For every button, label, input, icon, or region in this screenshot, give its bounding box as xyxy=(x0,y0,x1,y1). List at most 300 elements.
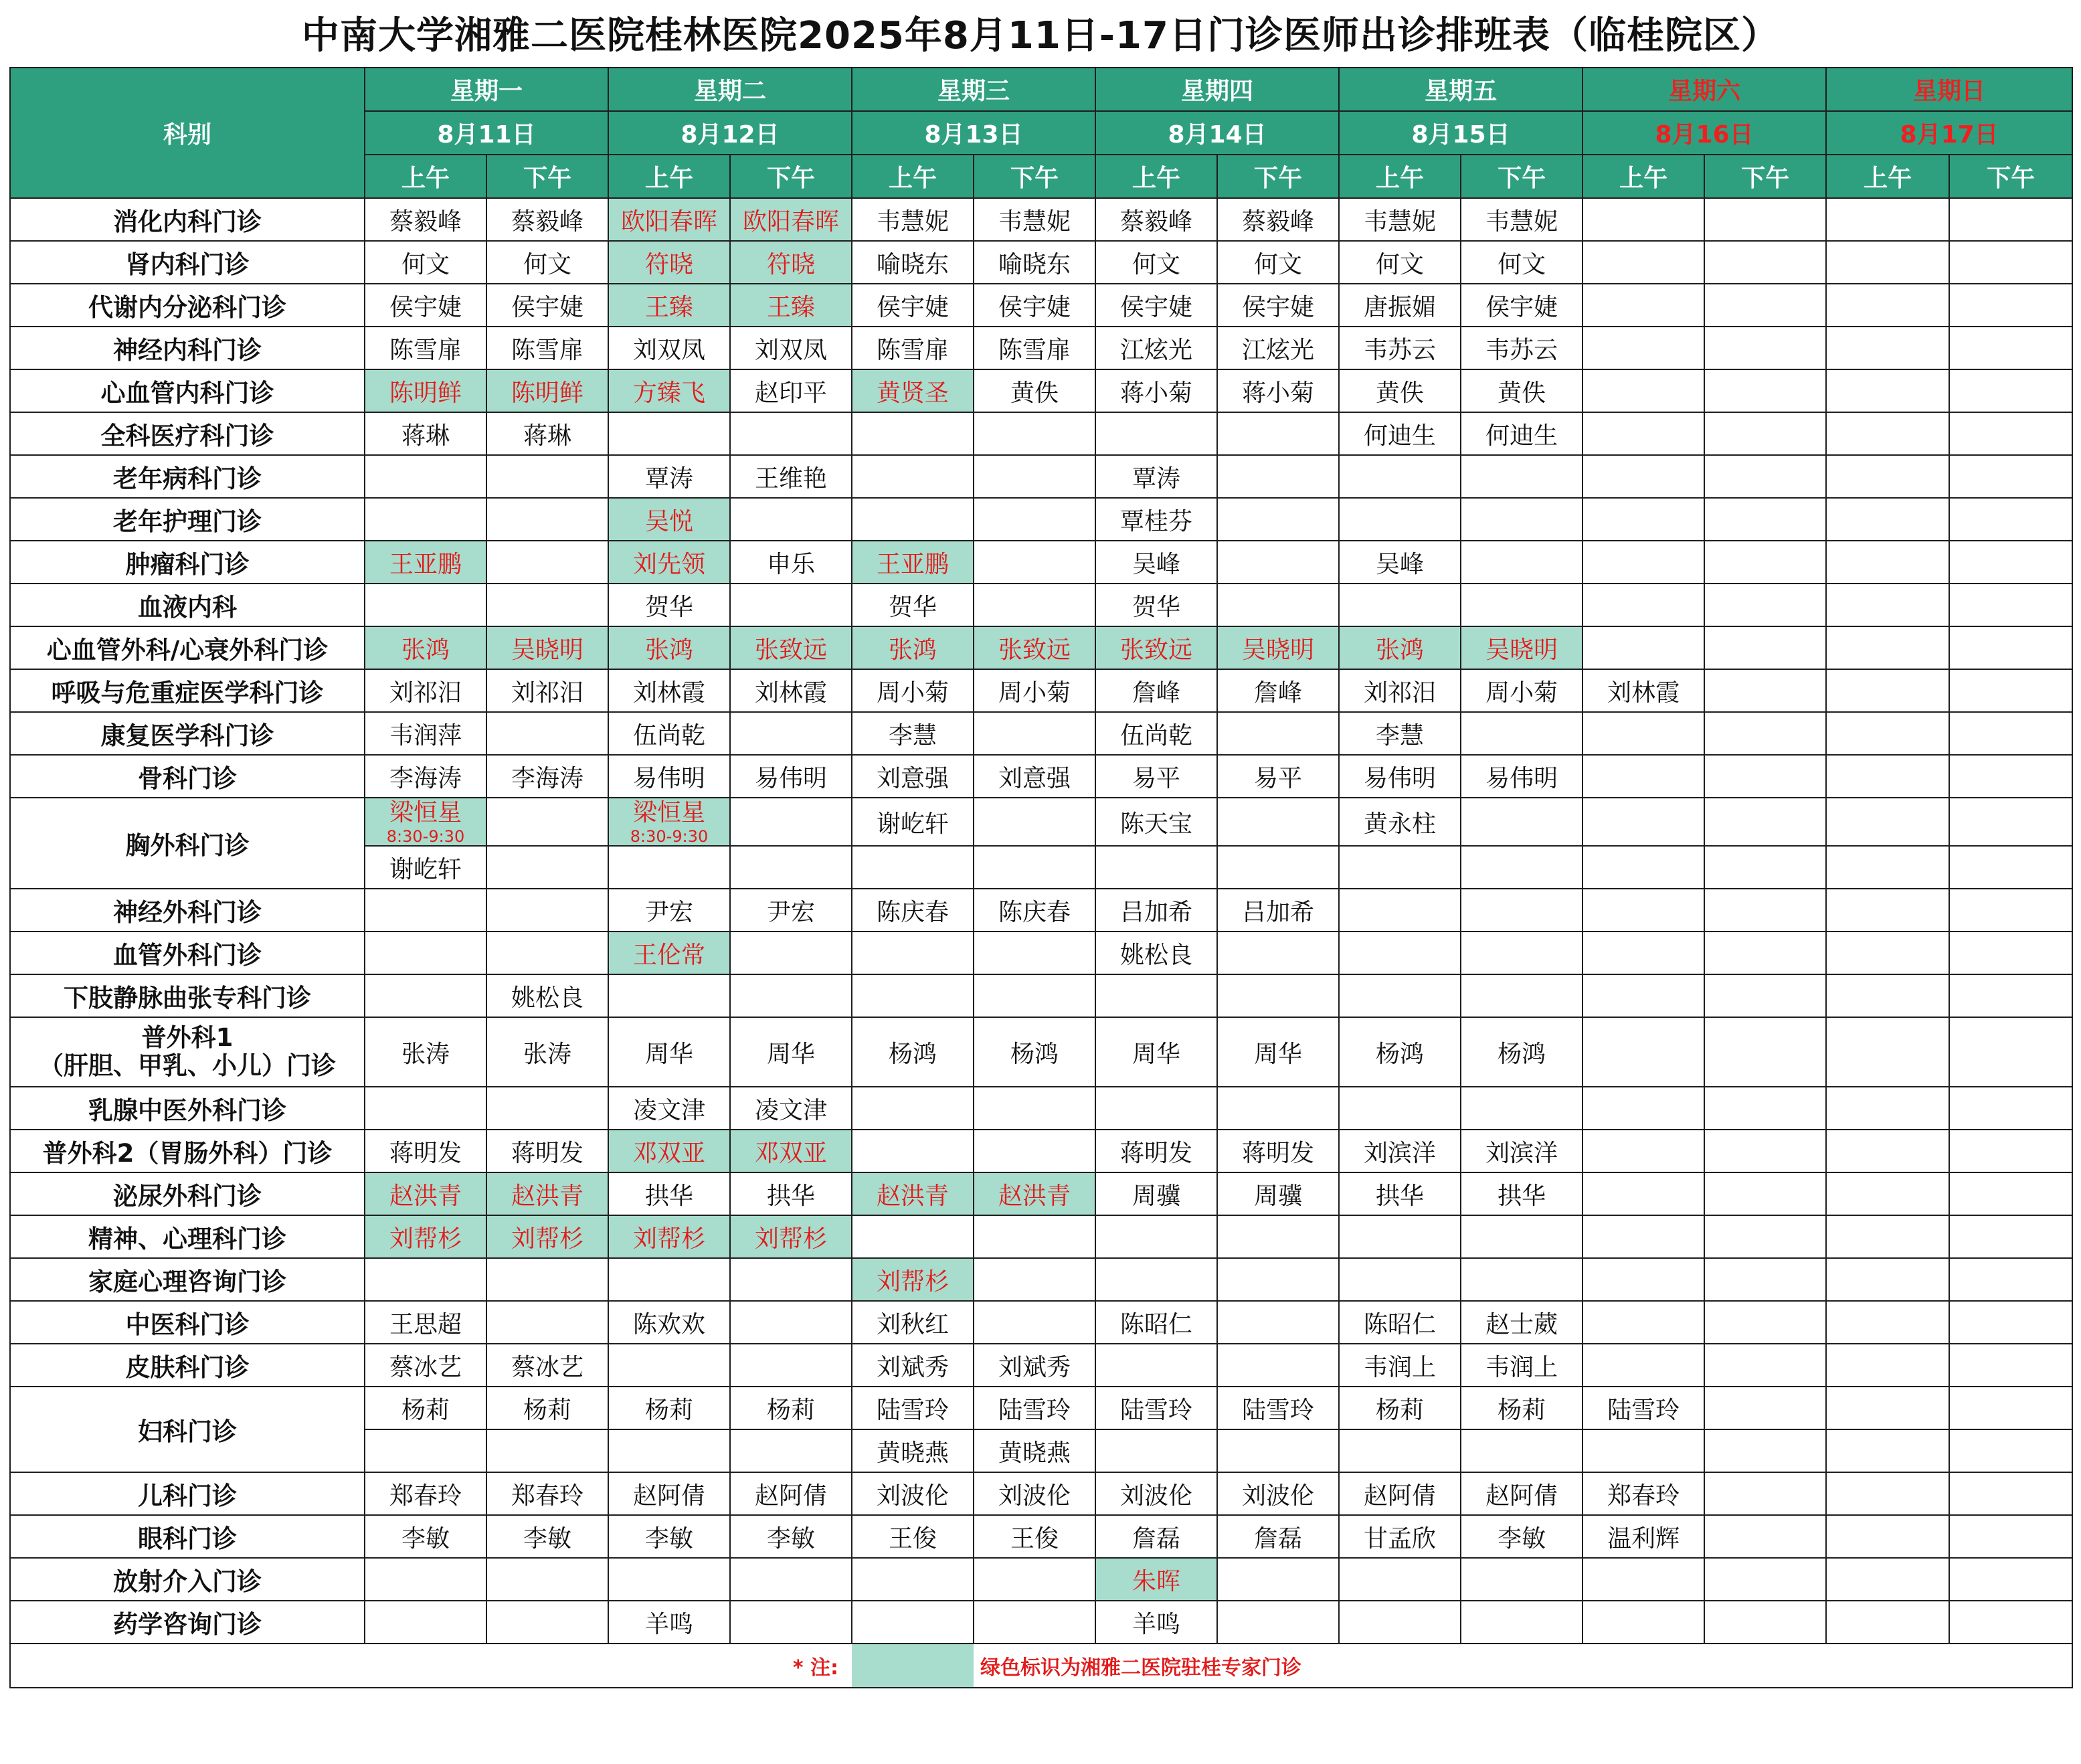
doctor-cell: 刘意强 xyxy=(974,755,1095,798)
date-header: 8月16日 xyxy=(1582,111,1826,155)
doctor-cell: 王俊 xyxy=(852,1515,974,1558)
doctor-cell: 邓双亚 xyxy=(608,1130,730,1172)
doctor-cell: 欧阳春晖 xyxy=(730,198,852,241)
schedule-row xyxy=(10,498,2072,541)
doctor-cell: 蒋明发 xyxy=(365,1130,486,1172)
clinic-time: 8:30-9:30 xyxy=(386,827,465,846)
dept-name: 泌尿外科门诊 xyxy=(10,1172,365,1215)
doctor-cell: 拱华 xyxy=(730,1172,852,1215)
doctor-cell: 韦慧妮 xyxy=(1461,198,1582,241)
doctor-cell xyxy=(974,1258,1095,1301)
doctor-cell xyxy=(1339,584,1461,626)
doctor-cell xyxy=(486,498,608,541)
doctor-cell: 刘帮杉 xyxy=(608,1215,730,1258)
doctor-cell xyxy=(1461,798,1582,846)
doctor-cell xyxy=(1949,932,2072,974)
doctor-cell xyxy=(1826,932,1949,974)
pm-header: 下午 xyxy=(1949,155,2072,198)
doctor-cell xyxy=(730,932,852,974)
doctor-cell xyxy=(974,1087,1095,1130)
doctor-cell: 刘波伦 xyxy=(974,1472,1095,1515)
doctor-cell xyxy=(1339,1215,1461,1258)
doctor-cell xyxy=(1217,1429,1339,1472)
doctor-cell xyxy=(365,932,486,974)
doctor-cell: 吕加希 xyxy=(1095,889,1217,932)
pm-header: 下午 xyxy=(730,155,852,198)
doctor-cell xyxy=(1949,1301,2072,1344)
doctor-cell xyxy=(1826,712,1949,755)
doctor-cell xyxy=(1095,846,1217,889)
doctor-cell xyxy=(1826,1301,1949,1344)
doctor-cell: 贺华 xyxy=(608,584,730,626)
doctor-cell xyxy=(1217,541,1339,584)
doctor-cell xyxy=(1095,1429,1217,1472)
doctor-cell: 羊鸣 xyxy=(608,1601,730,1644)
doctor-cell: 张涛 xyxy=(365,1017,486,1087)
doctor-cell: 拱华 xyxy=(608,1172,730,1215)
doctor-cell xyxy=(730,412,852,455)
doctor-cell xyxy=(365,1087,486,1130)
doctor-cell xyxy=(1582,1258,1704,1301)
doctor-cell: 黄佚 xyxy=(974,369,1095,412)
dept-name: 家庭心理咨询门诊 xyxy=(10,1258,365,1301)
doctor-cell xyxy=(1582,198,1704,241)
doctor-cell xyxy=(1704,498,1826,541)
doctor-cell xyxy=(1826,1601,1949,1644)
schedule-row xyxy=(10,455,2072,498)
doctor-cell: 赵洪青 xyxy=(365,1172,486,1215)
doctor-cell xyxy=(1949,1558,2072,1601)
dept-name-line: （肝胆、甲乳、小儿）门诊 xyxy=(39,1051,336,1080)
doctor-cell xyxy=(1704,1130,1826,1172)
doctor-cell xyxy=(1582,889,1704,932)
doctor-cell: 张鸿 xyxy=(365,626,486,669)
doctor-cell xyxy=(1704,327,1826,369)
doctor-cell xyxy=(730,584,852,626)
doctor-cell: 王臻 xyxy=(608,284,730,327)
dept-name: 儿科门诊 xyxy=(10,1472,365,1515)
doctor-cell xyxy=(974,1130,1095,1172)
doctor-cell xyxy=(1461,1215,1582,1258)
date-header: 8月11日 xyxy=(365,111,608,155)
doctor-cell: 黄永柱 xyxy=(1339,798,1461,846)
doctor-cell xyxy=(365,1258,486,1301)
doctor-cell xyxy=(1826,974,1949,1017)
schedule-row xyxy=(10,1472,2072,1515)
doctor-cell: 刘帮杉 xyxy=(486,1215,608,1258)
doctor-cell xyxy=(1095,1087,1217,1130)
dept-name: 呼吸与危重症医学科门诊 xyxy=(10,669,365,712)
doctor-cell xyxy=(608,412,730,455)
doctor-cell: 韦润萍 xyxy=(365,712,486,755)
doctor-cell xyxy=(1949,284,2072,327)
doctor-cell: 刘滨洋 xyxy=(1461,1130,1582,1172)
doctor-cell xyxy=(1949,1515,2072,1558)
schedule-row xyxy=(10,932,2072,974)
dept-name: 下肢静脉曲张专科门诊 xyxy=(10,974,365,1017)
doctor-cell: 方臻飞 xyxy=(608,369,730,412)
schedule-row xyxy=(10,798,2072,846)
doctor-cell xyxy=(730,798,852,846)
doctor-cell xyxy=(1461,1087,1582,1130)
doctor-cell: 吴峰 xyxy=(1095,541,1217,584)
weekday-header: 星期二 xyxy=(608,68,852,111)
doctor-cell xyxy=(1826,1258,1949,1301)
dept-name: 血管外科门诊 xyxy=(10,932,365,974)
doctor-cell: 陈明鲜 xyxy=(365,369,486,412)
doctor-cell: 符晓 xyxy=(730,241,852,284)
doctor-cell: 蔡毅峰 xyxy=(1217,198,1339,241)
doctor-cell xyxy=(852,1087,974,1130)
doctor-cell xyxy=(1704,1215,1826,1258)
dept-name: 普外科2（胃肠外科）门诊 xyxy=(10,1130,365,1172)
doctor-cell xyxy=(730,1344,852,1387)
doctor-cell xyxy=(1826,798,1949,846)
doctor-cell: 杨莉 xyxy=(486,1387,608,1429)
doctor-cell: 王思超 xyxy=(365,1301,486,1344)
doctor-cell: 赵印平 xyxy=(730,369,852,412)
doctor-cell xyxy=(852,455,974,498)
highlight-legend-swatch xyxy=(852,1644,974,1688)
doctor-cell: 李慧 xyxy=(1339,712,1461,755)
doctor-cell: 刘波伦 xyxy=(852,1472,974,1515)
dept-name: 血液内科 xyxy=(10,584,365,626)
weekday-header-row xyxy=(10,68,2072,111)
doctor-cell xyxy=(1339,1601,1461,1644)
doctor-cell: 唐振媚 xyxy=(1339,284,1461,327)
doctor-cell xyxy=(1826,1017,1949,1087)
doctor-cell xyxy=(1949,846,2072,889)
doctor-cell xyxy=(365,1601,486,1644)
doctor-cell xyxy=(852,1601,974,1644)
doctor-cell: 张涛 xyxy=(486,1017,608,1087)
doctor-cell: 王亚鹏 xyxy=(365,541,486,584)
doctor-cell xyxy=(1582,1344,1704,1387)
doctor-cell: 周骥 xyxy=(1217,1172,1339,1215)
doctor-cell xyxy=(1704,1387,1826,1429)
schedule-row xyxy=(10,1387,2072,1429)
doctor-cell: 赵洪青 xyxy=(852,1172,974,1215)
doctor-cell: 陈天宝 xyxy=(1095,798,1217,846)
doctor-cell xyxy=(486,846,608,889)
schedule-row xyxy=(10,1215,2072,1258)
doctor-cell: 尹宏 xyxy=(608,889,730,932)
schedule-row xyxy=(10,369,2072,412)
schedule-row xyxy=(10,1558,2072,1601)
date-header: 8月17日 xyxy=(1826,111,2072,155)
doctor-cell xyxy=(1704,1601,1826,1644)
doctor-cell xyxy=(1826,889,1949,932)
doctor-name: 梁恒星 xyxy=(389,799,462,826)
doctor-cell xyxy=(1826,412,1949,455)
doctor-cell: 赵洪青 xyxy=(974,1172,1095,1215)
doctor-cell xyxy=(1949,327,2072,369)
doctor-cell xyxy=(1704,1429,1826,1472)
doctor-cell: 王俊 xyxy=(974,1515,1095,1558)
pm-header: 下午 xyxy=(974,155,1095,198)
doctor-cell xyxy=(852,1558,974,1601)
doctor-cell xyxy=(1704,669,1826,712)
schedule-row xyxy=(10,241,2072,284)
doctor-cell: 覃桂芬 xyxy=(1095,498,1217,541)
doctor-cell: 郑春玲 xyxy=(1582,1472,1704,1515)
doctor-cell xyxy=(1826,284,1949,327)
doctor-cell: 郑春玲 xyxy=(365,1472,486,1515)
doctor-cell: 陈雪扉 xyxy=(486,327,608,369)
doctor-cell: 拱华 xyxy=(1339,1172,1461,1215)
doctor-cell xyxy=(852,1130,974,1172)
doctor-cell: 詹磊 xyxy=(1217,1515,1339,1558)
schedule-row xyxy=(10,712,2072,755)
doctor-cell: 黄佚 xyxy=(1339,369,1461,412)
doctor-cell: 刘林霞 xyxy=(1582,669,1704,712)
doctor-cell: 杨莉 xyxy=(1461,1387,1582,1429)
page-title: 中南大学湘雅二医院桂林医院2025年8月11日-17日门诊医师出诊排班表（临桂院区） xyxy=(302,14,1779,58)
doctor-cell xyxy=(1826,498,1949,541)
doctor-cell: 张致远 xyxy=(974,626,1095,669)
doctor-cell: 刘秋红 xyxy=(852,1301,974,1344)
doctor-cell xyxy=(1949,1258,2072,1301)
pm-header: 下午 xyxy=(486,155,608,198)
doctor-cell xyxy=(852,412,974,455)
doctor-cell xyxy=(1582,284,1704,327)
doctor-cell xyxy=(974,932,1095,974)
doctor-cell xyxy=(974,584,1095,626)
pm-header: 下午 xyxy=(1217,155,1339,198)
pm-header: 下午 xyxy=(1461,155,1582,198)
doctor-cell: 侯宇婕 xyxy=(486,284,608,327)
doctor-cell xyxy=(1704,541,1826,584)
doctor-cell: 侯宇婕 xyxy=(974,284,1095,327)
doctor-cell xyxy=(1217,712,1339,755)
doctor-cell: 陆雪玲 xyxy=(974,1387,1095,1429)
doctor-cell: 刘双凤 xyxy=(730,327,852,369)
doctor-cell: 周小菊 xyxy=(1461,669,1582,712)
doctor-cell xyxy=(1949,1472,2072,1515)
doctor-cell: 温利辉 xyxy=(1582,1515,1704,1558)
doctor-cell: 覃涛 xyxy=(1095,455,1217,498)
doctor-cell xyxy=(1704,198,1826,241)
doctor-cell xyxy=(1826,369,1949,412)
doctor-cell xyxy=(608,1344,730,1387)
doctor-cell: 赵阿倩 xyxy=(608,1472,730,1515)
dept-name xyxy=(10,1017,365,1087)
doctor-cell xyxy=(1704,1301,1826,1344)
doctor-cell: 刘帮杉 xyxy=(852,1258,974,1301)
doctor-cell xyxy=(1826,1130,1949,1172)
doctor-cell: 蔡毅峰 xyxy=(486,198,608,241)
doctor-cell xyxy=(1461,455,1582,498)
schedule-body xyxy=(10,198,2072,1644)
doctor-cell xyxy=(1949,1017,2072,1087)
doctor-cell xyxy=(852,974,974,1017)
doctor-cell: 陈雪扉 xyxy=(852,327,974,369)
doctor-cell xyxy=(1704,241,1826,284)
doctor-cell: 蒋明发 xyxy=(1095,1130,1217,1172)
doctor-cell xyxy=(1704,626,1826,669)
doctor-cell xyxy=(1826,626,1949,669)
doctor-name: 梁恒星 xyxy=(633,799,706,826)
doctor-cell: 陈庆春 xyxy=(852,889,974,932)
doctor-cell xyxy=(1582,626,1704,669)
doctor-cell: 张鸿 xyxy=(1339,626,1461,669)
doctor-cell xyxy=(486,932,608,974)
doctor-cell xyxy=(1949,1130,2072,1172)
schedule-row xyxy=(10,412,2072,455)
doctor-cell xyxy=(1582,1558,1704,1601)
doctor-cell xyxy=(1826,1172,1949,1215)
doctor-cell: 吕加希 xyxy=(1217,889,1339,932)
doctor-cell: 何文 xyxy=(1095,241,1217,284)
doctor-cell: 杨鸿 xyxy=(1461,1017,1582,1087)
doctor-cell xyxy=(1949,755,2072,798)
doctor-cell xyxy=(1582,584,1704,626)
doctor-cell: 刘祁汨 xyxy=(1339,669,1461,712)
doctor-cell: 刘双凤 xyxy=(608,327,730,369)
doctor-cell: 蔡冰艺 xyxy=(365,1344,486,1387)
dept-name: 药学咨询门诊 xyxy=(10,1601,365,1644)
doctor-cell: 杨鸿 xyxy=(1339,1017,1461,1087)
doctor-cell xyxy=(852,498,974,541)
doctor-cell: 杨莉 xyxy=(1339,1387,1461,1429)
schedule-row xyxy=(10,1258,2072,1301)
doctor-cell: 贺华 xyxy=(852,584,974,626)
doctor-cell xyxy=(1582,327,1704,369)
doctor-cell xyxy=(365,889,486,932)
doctor-cell: 陈明鲜 xyxy=(486,369,608,412)
doctor-cell xyxy=(1826,755,1949,798)
date-header: 8月12日 xyxy=(608,111,852,155)
doctor-cell: 陈昭仁 xyxy=(1095,1301,1217,1344)
doctor-cell xyxy=(486,1301,608,1344)
doctor-cell: 蒋琳 xyxy=(365,412,486,455)
doctor-cell: 杨莉 xyxy=(608,1387,730,1429)
doctor-cell: 郑春玲 xyxy=(486,1472,608,1515)
doctor-cell xyxy=(974,974,1095,1017)
doctor-cell xyxy=(1217,1258,1339,1301)
doctor-cell xyxy=(1217,798,1339,846)
doctor-cell: 王亚鹏 xyxy=(852,541,974,584)
doctor-cell xyxy=(1826,584,1949,626)
doctor-cell xyxy=(1582,974,1704,1017)
doctor-cell: 黄贤圣 xyxy=(852,369,974,412)
doctor-cell xyxy=(1704,712,1826,755)
doctor-cell xyxy=(1217,1344,1339,1387)
doctor-cell xyxy=(1582,1429,1704,1472)
doctor-cell: 凌文津 xyxy=(730,1087,852,1130)
doctor-cell: 江炫光 xyxy=(1095,327,1217,369)
doctor-cell: 赵阿倩 xyxy=(1461,1472,1582,1515)
schedule-row xyxy=(10,974,2072,1017)
doctor-cell: 姚松良 xyxy=(1095,932,1217,974)
dept-name: 中医科门诊 xyxy=(10,1301,365,1344)
doctor-cell: 刘意强 xyxy=(852,755,974,798)
doctor-cell xyxy=(974,541,1095,584)
doctor-cell: 李海涛 xyxy=(365,755,486,798)
doctor-cell: 伍尚乾 xyxy=(608,712,730,755)
doctor-cell xyxy=(1949,241,2072,284)
doctor-cell xyxy=(1582,1130,1704,1172)
doctor-cell xyxy=(974,712,1095,755)
doctor-cell xyxy=(1582,846,1704,889)
doctor-cell: 韦润上 xyxy=(1461,1344,1582,1387)
doctor-cell xyxy=(365,974,486,1017)
doctor-cell xyxy=(1704,1017,1826,1087)
doctor-cell: 吴晓明 xyxy=(1461,626,1582,669)
dept-name: 肿瘤科门诊 xyxy=(10,541,365,584)
doctor-cell: 刘滨洋 xyxy=(1339,1130,1461,1172)
dept-name: 皮肤科门诊 xyxy=(10,1344,365,1387)
doctor-cell xyxy=(974,412,1095,455)
doctor-cell: 詹磊 xyxy=(1095,1515,1217,1558)
dept-name: 乳腺中医外科门诊 xyxy=(10,1087,365,1130)
doctor-cell: 邓双亚 xyxy=(730,1130,852,1172)
legend-row xyxy=(10,1644,2072,1688)
dept-name: 眼科门诊 xyxy=(10,1515,365,1558)
doctor-cell xyxy=(1949,584,2072,626)
doctor-cell xyxy=(1949,1215,2072,1258)
doctor-cell xyxy=(1582,1215,1704,1258)
doctor-cell xyxy=(730,1558,852,1601)
doctor-cell xyxy=(974,498,1095,541)
note-text: 绿色标识为湘雅二医院驻桂专家门诊 xyxy=(974,1644,2072,1688)
doctor-cell xyxy=(1095,412,1217,455)
doctor-cell: 陈昭仁 xyxy=(1339,1301,1461,1344)
doctor-cell xyxy=(1704,1515,1826,1558)
doctor-cell: 何迪生 xyxy=(1339,412,1461,455)
doctor-cell xyxy=(486,712,608,755)
dept-name: 胸外科门诊 xyxy=(10,798,365,889)
doctor-cell: 拱华 xyxy=(1461,1172,1582,1215)
doctor-cell xyxy=(1826,1215,1949,1258)
doctor-cell xyxy=(1949,541,2072,584)
doctor-cell: 韦慧妮 xyxy=(1339,198,1461,241)
doctor-cell xyxy=(365,498,486,541)
doctor-cell: 易伟明 xyxy=(1339,755,1461,798)
doctor-cell: 覃涛 xyxy=(608,455,730,498)
doctor-cell: 吴峰 xyxy=(1339,541,1461,584)
doctor-cell: 何文 xyxy=(486,241,608,284)
doctor-cell xyxy=(1949,1087,2072,1130)
doctor-cell xyxy=(852,932,974,974)
doctor-cell: 易伟明 xyxy=(730,755,852,798)
doctor-cell: 黄佚 xyxy=(1461,369,1582,412)
doctor-cell xyxy=(1582,1172,1704,1215)
doctor-cell: 刘林霞 xyxy=(608,669,730,712)
doctor-cell xyxy=(1339,889,1461,932)
doctor-cell xyxy=(1826,455,1949,498)
doctor-cell xyxy=(486,1601,608,1644)
doctor-cell xyxy=(974,798,1095,846)
doctor-cell xyxy=(1217,1215,1339,1258)
doctor-cell: 谢屹轩 xyxy=(852,798,974,846)
doctor-cell: 何迪生 xyxy=(1461,412,1582,455)
doctor-cell xyxy=(1217,1558,1339,1601)
doctor-cell xyxy=(365,798,486,846)
doctor-cell xyxy=(1949,455,2072,498)
doctor-cell: 杨莉 xyxy=(365,1387,486,1429)
doctor-cell xyxy=(1339,932,1461,974)
doctor-cell xyxy=(1461,584,1582,626)
schedule-row xyxy=(10,1130,2072,1172)
pm-header: 下午 xyxy=(1704,155,1826,198)
doctor-cell xyxy=(1949,1344,2072,1387)
doctor-cell: 李慧 xyxy=(852,712,974,755)
doctor-cell: 詹峰 xyxy=(1095,669,1217,712)
dept-column-header: 科别 xyxy=(10,68,365,198)
doctor-cell xyxy=(1826,241,1949,284)
doctor-cell: 陈雪扉 xyxy=(365,327,486,369)
